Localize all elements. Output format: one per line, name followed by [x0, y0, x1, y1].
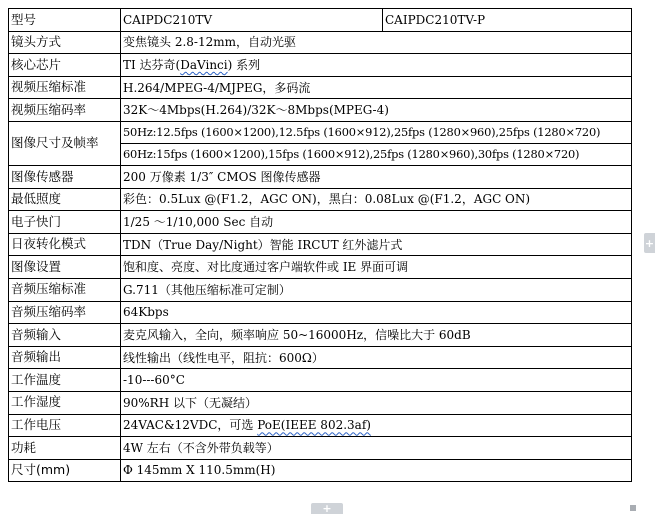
spec-label[interactable]: 音频压缩标准: [9, 278, 121, 301]
spec-row: [9, 346, 632, 369]
spec-value[interactable]: TDN（True Day/Night）智能 IRCUT 红外滤片式: [121, 233, 632, 256]
spec-value[interactable]: -10---60°C: [121, 369, 632, 392]
spec-row: [9, 31, 632, 54]
spec-row: [9, 233, 632, 256]
spec-value[interactable]: Φ 145mm X 110.5mm(H): [121, 459, 632, 482]
spec-label[interactable]: 音频输入: [9, 324, 121, 347]
spec-row: [9, 391, 632, 414]
spec-label[interactable]: 音频输出: [9, 346, 121, 369]
spec-label[interactable]: 功耗: [9, 437, 121, 460]
spec-value[interactable]: 200 万像素 1/3″ CMOS 图像传感器: [121, 165, 632, 188]
table-resize-handle[interactable]: [630, 505, 636, 511]
spec-value[interactable]: 变焦镜头 2.8-12mm，自动光驱: [121, 31, 632, 54]
spec-value[interactable]: 64Kbps: [121, 301, 632, 324]
spec-label[interactable]: 尺寸(mm): [9, 459, 121, 482]
spec-row: [9, 54, 632, 77]
spec-label[interactable]: 镜头方式: [9, 31, 121, 54]
spec-value[interactable]: [121, 54, 632, 77]
value-text: 24VAC&12VDC，可选: [123, 418, 258, 433]
spec-value-multiline[interactable]: [121, 121, 632, 165]
model-b-cell[interactable]: CAIPDC210TV-P: [383, 9, 632, 32]
spec-label[interactable]: 最低照度: [9, 188, 121, 211]
spec-row: [9, 188, 632, 211]
value-line: 50Hz:12.5fps (1600×1200),12.5fps (1600×912),25fps (1280×960),25fps (1280×720): [121, 122, 631, 144]
spec-value[interactable]: [121, 414, 632, 437]
model-a-cell[interactable]: CAIPDC210TV: [121, 9, 383, 32]
value-line: 60Hz:15fps (1600×1200),15fps (1600×912),25fps (1280×960),30fps (1280×720): [123, 146, 580, 161]
header-row: [9, 9, 632, 32]
spec-value[interactable]: 4W 左右（不含外带负载等）: [121, 437, 632, 460]
spec-label[interactable]: 日夜转化模式: [9, 233, 121, 256]
spec-table: [8, 8, 632, 482]
spec-value[interactable]: 90%RH 以下（无凝结）: [121, 391, 632, 414]
spec-label[interactable]: 工作温度: [9, 369, 121, 392]
spec-row: [9, 99, 632, 122]
add-column-handle-icon[interactable]: +: [644, 233, 655, 253]
spec-row: [9, 165, 632, 188]
spec-label[interactable]: 电子快门: [9, 211, 121, 234]
spec-value[interactable]: H.264/MPEG-4/MJPEG，多码流: [121, 76, 632, 99]
spec-value[interactable]: G.711（其他压缩标准可定制）: [121, 278, 632, 301]
spec-label[interactable]: 图像尺寸及帧率: [9, 121, 121, 165]
value-text: TI 达芬奇(: [123, 57, 181, 72]
spec-value[interactable]: 麦克风输入，全向，频率响应 50~16000Hz，信噪比大于 60dB: [121, 324, 632, 347]
spec-row: [9, 369, 632, 392]
spec-label[interactable]: 图像设置: [9, 256, 121, 279]
spec-row: [9, 459, 632, 482]
header-label[interactable]: 型号: [9, 9, 121, 32]
spec-row: [9, 414, 632, 437]
spellcheck-marked-text: PoE(IEEE 802.3af): [257, 418, 371, 433]
spec-label[interactable]: 核心芯片: [9, 54, 121, 77]
spec-value[interactable]: 32K～4Mbps(H.264)/32K～8Mbps(MPEG-4): [121, 99, 632, 122]
spec-row: [9, 76, 632, 99]
spec-value[interactable]: 线性输出（线性电平，阻抗：600Ω）: [121, 346, 632, 369]
add-row-handle-icon[interactable]: +: [311, 503, 343, 514]
spec-row: [9, 121, 632, 165]
spec-label[interactable]: 图像传感器: [9, 165, 121, 188]
spec-row: [9, 256, 632, 279]
spec-label[interactable]: 视频压缩码率: [9, 99, 121, 122]
spec-label[interactable]: 工作电压: [9, 414, 121, 437]
spec-value[interactable]: 彩色：0.5Lux @(F1.2，AGC ON)，黑白：0.08Lux @(F1.2，AGC ON): [121, 188, 632, 211]
spellcheck-marked-text: DaVinci: [180, 57, 228, 72]
spec-row: [9, 437, 632, 460]
value-text: ) 系列: [227, 57, 261, 72]
spec-row: [9, 301, 632, 324]
spec-row: [9, 278, 632, 301]
spec-row: [9, 324, 632, 347]
spec-value[interactable]: 1/25 ～1/10,000 Sec 自动: [121, 211, 632, 234]
spec-label[interactable]: 视频压缩标准: [9, 76, 121, 99]
spec-label[interactable]: 音频压缩码率: [9, 301, 121, 324]
spec-label[interactable]: 工作湿度: [9, 391, 121, 414]
spec-row: [9, 211, 632, 234]
spec-value[interactable]: 饱和度、亮度、对比度通过客户端软件或 IE 界面可调: [121, 256, 632, 279]
